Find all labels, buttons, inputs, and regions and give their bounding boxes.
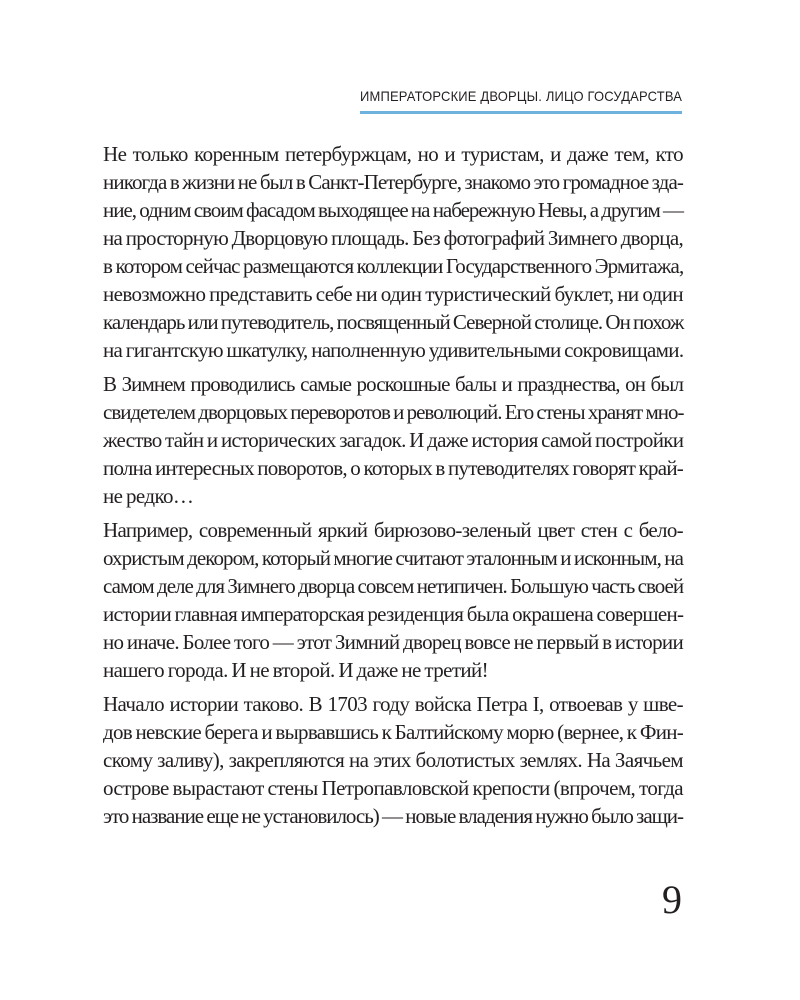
text-line: дов невские берега и вырвавшись к Балтийскому морю (вернее, к Фин-	[103, 720, 684, 744]
text-line: полна интересных поворотов, о которых в путеводителях говорят край-	[103, 456, 683, 480]
text-line: В Зимнем проводились самые роскошные балы и празднества, он был	[103, 372, 683, 396]
text-line: жество тайн и исторических загадок. И даже история самой постройки	[103, 428, 684, 452]
paragraph	[83, 140, 683, 364]
text-line: свидетелем дворцовых переворотов и революций. Его стены хранят мно-	[103, 400, 684, 424]
page-number: 9	[662, 877, 682, 922]
text-line: скому заливу), закрепляются на этих болотистых землях. На Заячьем	[103, 748, 683, 772]
paragraph	[83, 690, 683, 830]
text-line: самом деле для Зимнего дворца совсем нетипичен. Большую часть своей	[103, 574, 684, 598]
text-line: никогда в жизни не был в Санкт-Петербурге, знакомо это громадное зда-	[103, 170, 683, 194]
text-line: на просторную Дворцовую площадь. Без фотографий Зимнего дворца,	[103, 226, 683, 250]
text-line: календарь или путеводитель, посвященный Северной столице. Он похож	[103, 310, 684, 334]
text-line: нашего города. И не второй. И даже не третий!	[103, 658, 489, 682]
running-head	[360, 80, 682, 118]
text-line: это название еще не установилось) — новые владения нужно было защи-	[103, 804, 683, 828]
text-line: острове вырастают стены Петропавловской крепости (впрочем, тогда	[103, 776, 683, 800]
text-line: ние, одним своим фасадом выходящее на набережную Невы, а другим —	[103, 198, 683, 222]
text-line: охристым декором, который многие считают эталонным и исконным, на	[103, 546, 683, 570]
text-line: в котором сейчас размещаются коллекции Государственного Эрмитажа,	[103, 254, 684, 278]
text-line: Не только коренным петербуржцам, но и туристам, и даже тем, кто	[103, 142, 683, 166]
paragraph	[83, 516, 683, 684]
body-text	[83, 140, 683, 830]
text-line: не редко…	[103, 484, 194, 508]
text-line: на гигантскую шкатулку, наполненную удивительными сокровищами.	[103, 338, 684, 362]
text-line: невозможно представить себе ни один туристический буклет, ни один	[103, 282, 683, 306]
text-line: Начало истории таково. В 1703 году войска Петра I, отвоевав у шве-	[103, 692, 683, 716]
paragraph	[83, 370, 683, 510]
running-head-title: ИМПЕРАТОРСКИЕ ДВОРЦЫ. ЛИЦО ГОСУДАРСТВА	[359, 88, 682, 104]
text-line: но иначе. Более того — этот Зимний дворец вовсе не первый в истории	[103, 630, 683, 654]
running-head-rule	[360, 111, 682, 114]
text-line: истории главная императорская резиденция была окрашена совершен-	[103, 602, 684, 626]
text-line: Например, современный яркий бирюзово-зеленый цвет стен с бело-	[103, 518, 683, 542]
